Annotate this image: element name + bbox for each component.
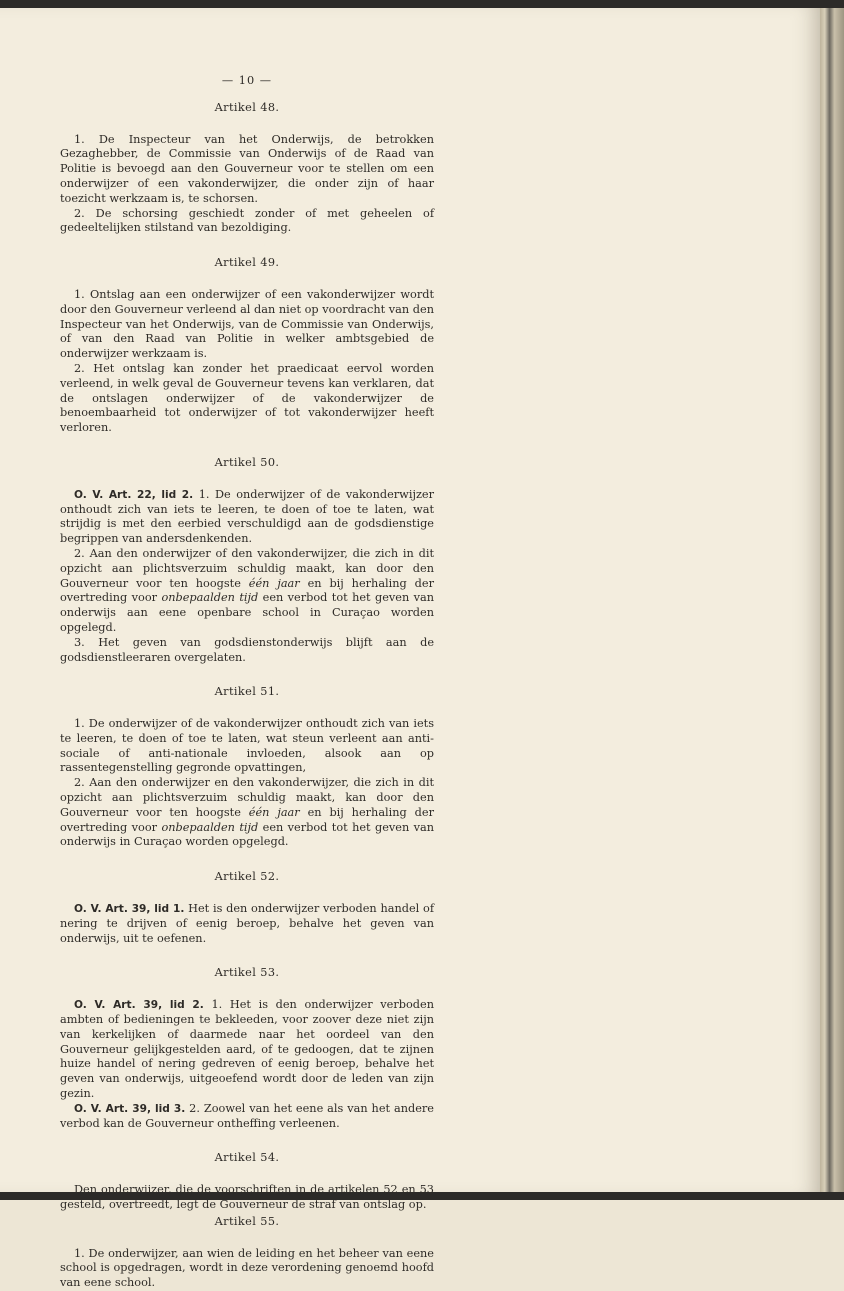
article-heading-54: Artikel 54. bbox=[214, 1151, 280, 1165]
article-heading-51: Artikel 51. bbox=[214, 685, 280, 699]
article-53-paragraph-1: O. V. Art. 39, lid 2. 1. Het is den onderwijzer verboden ambten of bedieningen te bekleeden, voor zoover deze niet zijn van kerkelijken of daarmede naar het oordeel van den Gouverneur gelijkgestelden aard, of te gedoogen, dat te zijnen huize handel of nering gedreven of eenig beroep, behalve het geven van onderwijs, uitgeoefend wordt door de leden van zijn gezin. bbox=[60, 998, 434, 1101]
top-scan-border bbox=[0, 0, 844, 8]
law-reference: O. V. Art. 39, lid 3. bbox=[74, 1102, 186, 1115]
article-51-paragraph-1: 1. De onderwijzer of de vakonderwijzer onthoudt zich van iets te leeren, te doen of toe te laten, wat steun verleent aan anti-sociale of anti-nationale invloeden, alsook aan op rassentegenstelling gegronde opvattingen, bbox=[60, 717, 434, 775]
article-heading-55: Artikel 55. bbox=[214, 1214, 280, 1228]
article-heading-52: Artikel 52. bbox=[214, 870, 280, 884]
article-heading-53: Artikel 53. bbox=[214, 966, 280, 980]
article-54-paragraph: Den onderwijzer, die de voorschriften in de artikelen 52 en 53 gesteld, overtreedt, legt de Gouverneur de straf van ontslag op. bbox=[60, 1183, 434, 1212]
article-heading-49: Artikel 49. bbox=[214, 256, 280, 270]
article-heading-50: Artikel 50. bbox=[214, 455, 280, 469]
article-50-paragraph-3: 3. Het geven van godsdienstonderwijs blijft aan de godsdienstleeraren overgelaten. bbox=[60, 635, 434, 664]
emphasis-term: één jaar bbox=[248, 576, 300, 590]
text-column bbox=[60, 74, 434, 1291]
page-number: — 10 — bbox=[221, 74, 273, 87]
article-53-paragraph-2: O. V. Art. 39, lid 3. 2. Zoowel van het eene als van het andere verbod kan de Gouverneur ontheffing verleenen. bbox=[60, 1101, 434, 1130]
law-reference: O. V. Art. 39, lid 1. bbox=[74, 903, 185, 916]
emphasis-term: onbepaalden tijd bbox=[161, 820, 259, 834]
law-reference: O. V. Art. 22, lid 2. bbox=[74, 488, 194, 501]
article-heading-48: Artikel 48. bbox=[214, 100, 280, 114]
article-52-paragraph: O. V. Art. 39, lid 1. Het is den onderwijzer verboden handel of nering te drijven of eenig beroep, behalve het geven van onderwijs, uit te oefenen. bbox=[60, 902, 434, 945]
article-48-paragraph-2: 2. De schorsing geschiedt zonder of met geheelen of gedeeltelijken stilstand van bezoldiging. bbox=[60, 206, 434, 235]
article-55-paragraph: 1. De onderwijzer, aan wien de leiding en het beheer van eene school is opgedragen, wordt in deze verordening genoemd hoofd van eene school. bbox=[60, 1246, 434, 1290]
article-49-paragraph-2: 2. Het ontslag kan zonder het praedicaat eervol worden verleend, in welk geval de Gouverneur tevens kan verklaren, dat de ontslagen onderwijzer of de vakonderwijzer de benoembaarheid tot onderwijzer of tot vakonderwijzer heeft verloren. bbox=[60, 361, 434, 435]
article-50-paragraph-1: O. V. Art. 22, lid 2. 1. De onderwijzer of de vakonderwijzer onthoudt zich van iets te leeren, te doen of toe te laten, wat strijdig is met den eerbied verschuldigd aan de godsdienstige begrippen van andersdenkenden. bbox=[60, 487, 435, 546]
emphasis-term: één jaar bbox=[248, 805, 300, 819]
law-reference: O. V. Art. 39, lid 2. bbox=[74, 999, 204, 1012]
article-50-paragraph-2: 2. Aan den onderwijzer of den vakonderwijzer, die zich in dit opzicht aan plichtsverzuim schuldig maakt, kan door den Gouverneur voor ten hoogste één jaar en bij herhaling der overtreding voor onbepaalden tijd een verbod tot het geven van onderwijs aan eene openbare school in Curaçao worden opgelegd. bbox=[60, 546, 435, 634]
article-51-paragraph-2: 2. Aan den onderwijzer en den vakonderwijzer, die zich in dit opzicht aan plichtsverzuim schuldig maakt, kan door den Gouverneur voor ten hoogste één jaar en bij herhaling der overtreding voor onbepaalden tijd een verbod tot het geven van onderwijs in Curaçao worden opgelegd. bbox=[60, 776, 435, 849]
article-49-paragraph-1: 1. Ontslag aan een onderwijzer of een vakonderwijzer wordt door den Gouverneur verleend al dan niet op voordracht van den Inspecteur van het Onderwijs, van de Commissie van Onderwijs, of van den Raad van Politie in welker ambtsgebied de onderwijzer werkzaam is. bbox=[60, 287, 434, 361]
article-48-paragraph-1: 1. De Inspecteur van het Onderwijs, de betrokken Gezaghebber, de Commissie van Onderwijs of de Raad van Politie is bevoegd aan den Gouverneur voor te stellen om een onderwijzer of een vakonderwijzer, die onder zijn of haar toezicht werkzaam is, te schorsen. bbox=[60, 132, 434, 205]
book-spine bbox=[820, 8, 844, 1192]
emphasis-term: onbepaalden tijd bbox=[161, 591, 259, 605]
